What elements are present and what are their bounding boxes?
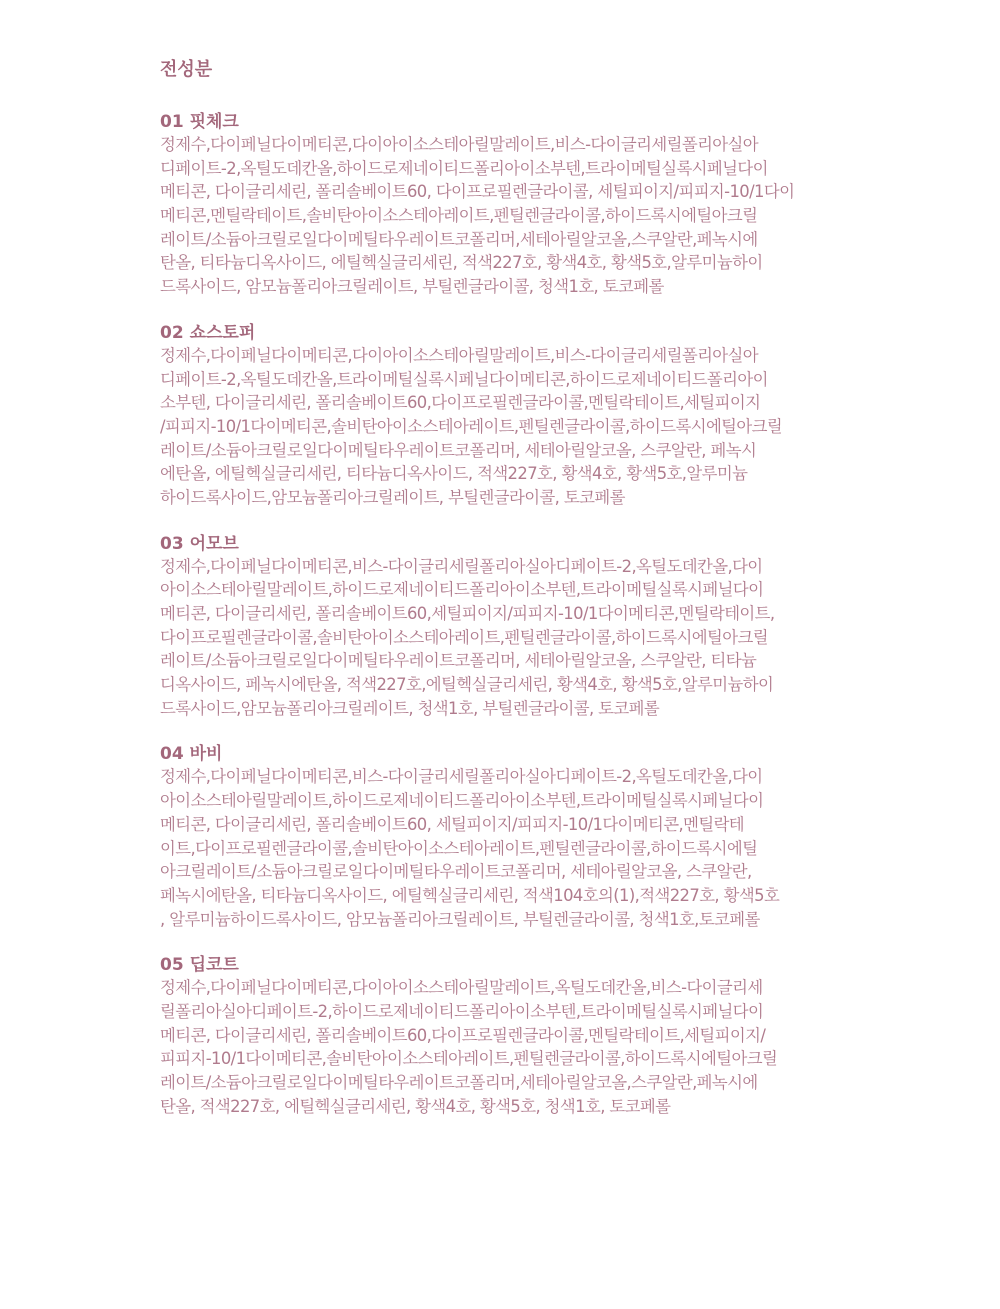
ingredient-line: 디페이트-2,옥틸도데칸올,트라이메틸실록시페닐다이메티콘,하이드로제네이티드폴리아이: [160, 369, 768, 389]
ingredient-line: 메티콘,멘틸락테이트,솔비탄아이소스테아레이트,펜틸렌글라이콜,하이드록시에틸아크릴: [160, 206, 758, 226]
ingredient-line: 탄올, 티타늄디옥사이드, 에틸헥실글리세린, 적색227호, 황색4호, 황색5호,알루미늄하이: [160, 253, 763, 273]
ingredient-line: 페녹시에탄올, 티타늄디옥사이드, 에틸헥실글리세린, 적색104호의(1),적색227호, 황색5호: [160, 885, 780, 905]
ingredient-line: 레이트/소듐아크릴로일다이메틸타우레이트코폴리머,세테아릴알코올,스쿠알란,페녹시에: [160, 229, 758, 249]
ingredient-line: 메티콘, 다이글리세린, 폴리솔베이트60,세틸피이지/피피지-10/1다이메티콘,멘틸락테이트,: [160, 604, 775, 623]
ingredient-line: 드록사이드,암모늄폴리아크릴레이트, 청색1호, 부틸렌글라이콜, 토코페롤: [160, 698, 660, 718]
ingredient-line: 드록사이드, 암모늄폴리아크릴레이트, 부틸렌글라이콜, 청색1호, 토코페롤: [160, 277, 664, 297]
ingredient-line: 메티콘, 다이글리세린, 폴리솔베이트60, 다이프로필렌글라이콜, 세틸피이지/피피지-10/1다이: [160, 182, 795, 202]
ingredient-line: 레이트/소듐아크릴로일다이메틸타우레이트코폴리머,세테아릴알코올,스쿠알란,페녹시에: [160, 1073, 758, 1092]
ingredient-line: 메티콘, 다이글리세린, 폴리솔베이트60,다이프로필렌글라이콜,멘틸락테이트,세틸피이지/: [160, 1025, 766, 1045]
ingredient-line: 피피지-10/1다이메티콘,솔비탄아이소스테아레이트,펜틸렌글라이콜,하이드록시에틸아크릴: [160, 1049, 778, 1069]
section-title: 03 어모브: [160, 533, 239, 554]
ingredient-line: 정제수,다이페닐다이메티콘,다이아이소스테아릴말레이트,비스-다이글리세릴폴리아실아: [160, 135, 759, 154]
section-03: [160, 533, 880, 721]
ingredient-line: 이트,다이프로필렌글라이콜,솔비탄아이소스테아레이트,펜틸렌글라이콜,하이드록시에틸: [160, 838, 758, 858]
ingredient-line: 메티콘, 다이글리세린, 폴리솔베이트60, 세틸피이지/피피지-10/1다이메티콘,멘틸락테: [160, 814, 745, 834]
ingredient-line: 레이트/소듐아크릴로일다이메틸타우레이트코폴리머, 세테아릴알코올, 스쿠알란, 페녹시: [160, 440, 757, 460]
section-05: [160, 954, 880, 1118]
section-01: [160, 111, 880, 299]
ingredient-line: /피피지-10/1다이메티콘,솔비탄아이소스테아레이트,펜틸렌글라이콜,하이드록시에틸아크릴: [160, 416, 783, 436]
ingredient-line: 아크릴레이트/소듐아크릴로일다이메틸타우레이트코폴리머, 세테아릴알코올, 스쿠알란,: [160, 862, 752, 882]
ingredient-line: 소부텐, 다이글리세린, 폴리솔베이트60,다이프로필렌글라이콜,멘틸락테이트,세틸피이지: [160, 393, 761, 413]
ingredient-line: 정제수,다이페닐다이메티콘,비스-다이글리세릴폴리아실아디페이트-2,옥틸도데칸올,다이: [160, 556, 763, 576]
ingredient-line: 디옥사이드, 페녹시에탄올, 적색227호,에틸헥실글리세린, 황색4호, 황색5호,알루미늄하이: [160, 675, 774, 695]
section-title: 04 바비: [160, 744, 223, 765]
ingredient-line: 레이트/소듐아크릴로일다이메틸타우레이트코폴리머, 세테아릴알코올, 스쿠알란, 티타늄: [160, 651, 757, 671]
ingredient-line: 정제수,다이페닐다이메티콘,다이아이소스테아릴말레이트,옥틸도데칸올,비스-다이글리세: [160, 978, 763, 998]
section-title: 02 쇼스토퍼: [160, 322, 256, 343]
section-title: 01 핏체크: [160, 112, 239, 132]
ingredient-line: 정제수,다이페닐다이메티콘,다이아이소스테아릴말레이트,비스-다이글리세릴폴리아실아: [160, 345, 759, 365]
ingredient-line: 다이프로필렌글라이콜,솔비탄아이소스테아레이트,펜틸렌글라이콜,하이드록시에틸아크릴: [160, 627, 768, 647]
section-02: [160, 322, 880, 510]
ingredient-line: 에탄올, 에틸헥실글리세린, 티타늄디옥사이드, 적색227호, 황색4호, 황색5호,알루미늄: [160, 464, 748, 484]
section-title: 05 딥코트: [160, 955, 239, 976]
ingredient-line: 아이소스테아릴말레이트,하이드로제네이티드폴리아이소부텐,트라이메틸실록시페닐다이: [160, 791, 764, 811]
ingredient-line: 탄올, 적색227호, 에틸헥실글리세린, 황색4호, 황색5호, 청색1호, 토코페롤: [160, 1096, 671, 1116]
ingredient-line: 하이드록사이드,암모늄폴리아크릴레이트, 부틸렌글라이콜, 토코페롤: [160, 487, 625, 507]
ingredient-line: 디페이트-2,옥틸도데칸올,하이드로제네이티드폴리아이소부텐,트라이메틸실록시페닐다이: [160, 158, 768, 178]
ingredients-document: [160, 58, 880, 1141]
ingredient-line: , 알루미늄하이드록사이드, 암모늄폴리아크릴레이트, 부틸렌글라이콜, 청색1호,토코페롤: [160, 909, 760, 929]
ingredient-line: 정제수,다이페닐다이메티콘,비스-다이글리세릴폴리아실아디페이트-2,옥틸도데칸올,다이: [160, 767, 763, 787]
page-title: 전성분: [160, 59, 213, 80]
ingredient-line: 릴폴리아실아디페이트-2,하이드로제네이티드폴리아이소부텐,트라이메틸실록시페닐다이: [160, 1001, 764, 1021]
ingredient-line: 아이소스테아릴말레이트,하이드로제네이티드폴리아이소부텐,트라이메틸실록시페닐다이: [160, 580, 764, 600]
section-04: [160, 743, 880, 931]
